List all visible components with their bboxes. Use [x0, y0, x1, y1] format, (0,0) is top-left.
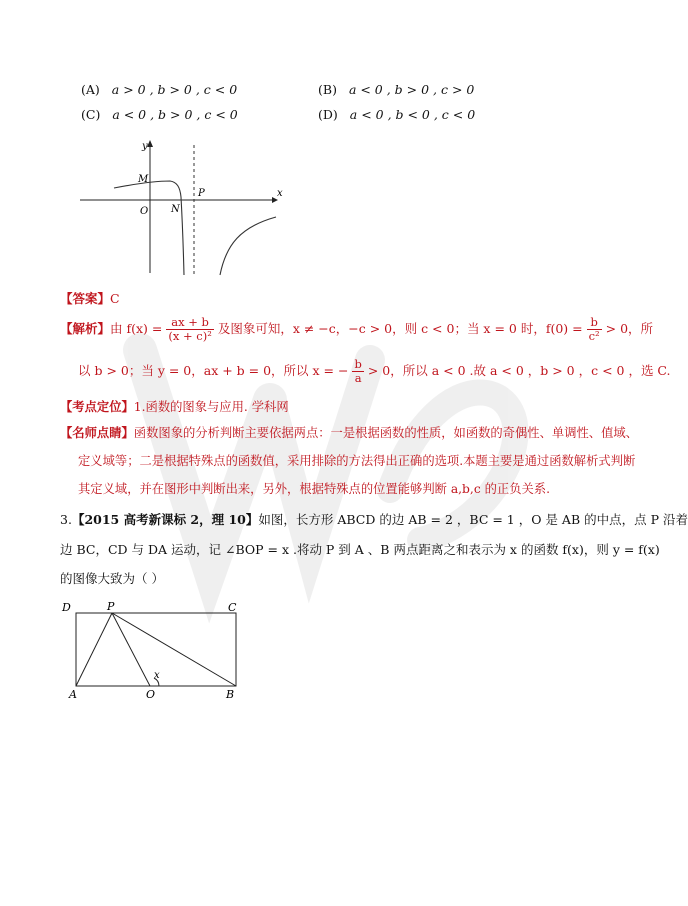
option-b-expr: a < 0 , b > 0 , c > 0	[348, 82, 475, 97]
vertex-d-label: D	[62, 601, 71, 614]
fraction-b-a-denominator: a	[354, 371, 362, 385]
option-a-expr: a > 0 , b > 0 , c < 0	[111, 82, 238, 97]
question3-line-2: 边 BC，CD 与 DA 运动，记 ∠BOP = x .将动 P 到 A 、B 两点距离之和表示为 x 的函数 f(x)，则 y = f(x)	[60, 542, 660, 557]
fraction-b-a-numerator: b	[354, 357, 362, 371]
question3-line1-text: 如图，长方形 ABCD 的边 AB = 2 ，BC = 1 ，O 是 AB 的中点，点 P 沿着	[258, 512, 688, 527]
option-d	[318, 107, 475, 122]
fraction-ax-b-denominator: (x + c)²	[168, 329, 212, 343]
point-o-label: O	[140, 206, 149, 217]
function-graph	[80, 135, 285, 280]
option-a-label: (A)	[81, 82, 100, 97]
option-d-label: (D)	[318, 107, 338, 122]
x-axis-label: x	[277, 188, 283, 199]
fraction-b-c2-numerator: b	[587, 316, 602, 330]
analysis-tag: 【解析】	[60, 321, 111, 336]
analysis-line-2	[78, 356, 671, 386]
vertex-b-label: B	[226, 688, 235, 701]
vertex-a-label: A	[69, 688, 77, 701]
point-n-label: N	[171, 204, 180, 215]
question3-source: 【2015 高考新课标 2，理 10】	[71, 512, 259, 527]
rectangle-figure	[60, 598, 250, 700]
option-d-expr: a < 0 , b < 0 , c < 0	[349, 107, 476, 122]
kaodian-text: 1.函数的图象与应用. 学科网	[133, 400, 289, 414]
option-c-expr: a < 0 , b > 0 , c < 0	[112, 107, 238, 122]
mingshi-tag: 【名师点睛】	[60, 425, 134, 440]
y-axis-label: y	[142, 141, 148, 152]
analysis-line1-end: > 0，所	[605, 321, 654, 336]
analysis-line2-pre: 以 b > 0；当 y = 0，ax + b = 0，所以 x = −	[78, 363, 349, 378]
mingshi-line-2: 定义域等；二是根据特殊点的函数值，采用排除的方法得出正确的选项.本题主要是通过函数解析式判断	[78, 454, 636, 468]
analysis-line-1	[60, 314, 653, 344]
y-axis-arrow-icon	[147, 140, 153, 147]
fraction-b-c2-denominator: c²	[588, 329, 600, 343]
question3-line-3: 的图像大致为（ ）	[60, 571, 164, 586]
point-p-label: P	[107, 600, 115, 613]
question3-number: 3.	[60, 512, 72, 527]
mingshi-line-1	[60, 421, 638, 445]
curve-right-branch	[220, 217, 276, 275]
analysis-line2-end: > 0，所以 a < 0 .故 a < 0 ，b > 0 ，c < 0 ，选 C.	[367, 363, 671, 378]
option-a	[81, 82, 237, 97]
option-c	[81, 107, 238, 122]
vertex-c-label: C	[228, 601, 237, 614]
answer-line	[60, 290, 120, 307]
segment-ap	[76, 613, 112, 686]
fraction-ax-b-numerator: ax + b	[166, 316, 213, 330]
analysis-line1-pre: 由 f(x) =	[110, 321, 163, 336]
mingshi-line-3: 其定义域，并在图形中判断出来，另外，根据特殊点的位置能够判断 a,b,c 的正负关系.	[78, 482, 551, 496]
answer-value: C	[110, 291, 120, 306]
mingshi-line1-text: 函数图象的分析判断主要依据两点：一是根据函数的性质，如函数的奇偶性、单调性、值域、	[133, 426, 638, 440]
fraction-ax-b	[166, 316, 213, 343]
option-b-label: (B)	[318, 82, 337, 97]
fraction-b-a	[352, 358, 363, 385]
kaodian-tag: 【考点定位】	[60, 399, 134, 414]
kaodian-line	[60, 395, 289, 419]
curve-left-branch	[114, 181, 184, 275]
point-m-label: M	[138, 174, 149, 185]
option-c-label: (C)	[81, 107, 101, 122]
fraction-b-c2	[587, 316, 602, 343]
option-b	[318, 82, 474, 97]
question3-line-1	[60, 511, 688, 528]
analysis-line1-mid: 及图象可知，x ≠ −c，−c > 0，则 c < 0；当 x = 0 时，f(0) =	[217, 321, 583, 336]
angle-x-label: x	[154, 670, 160, 681]
answer-tag: 【答案】	[60, 291, 111, 306]
point-o-label: O	[146, 688, 156, 701]
point-p-label: P	[198, 188, 205, 199]
